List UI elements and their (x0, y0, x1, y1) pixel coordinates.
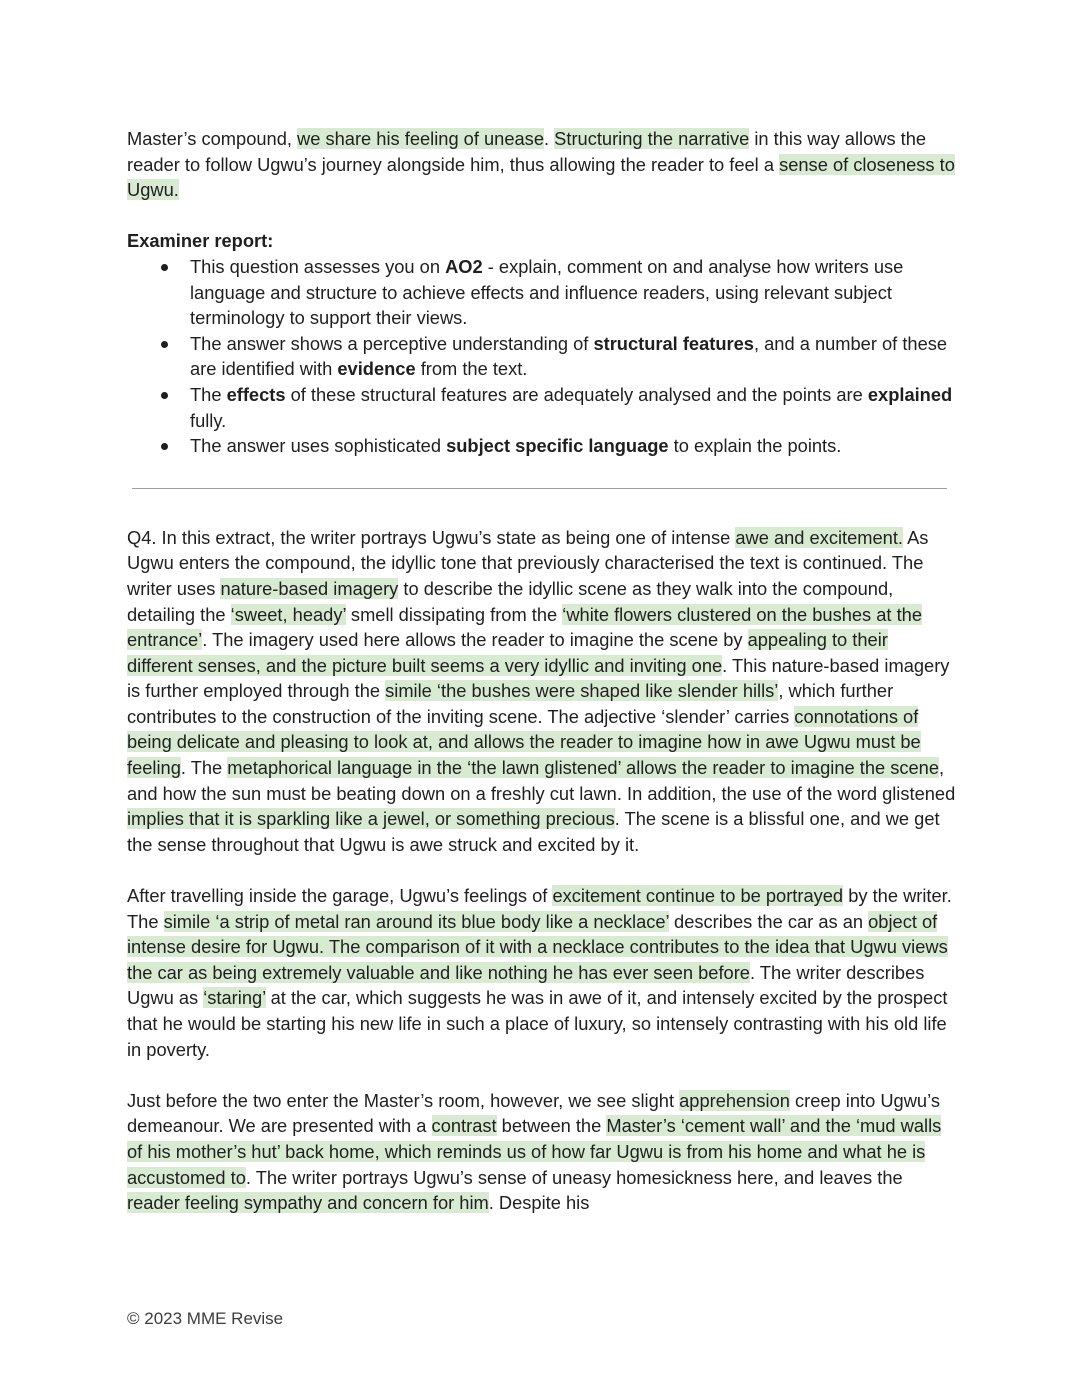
highlight: metaphorical language in the ‘the lawn glistened’ allows the reader to imagine the scene (227, 757, 940, 779)
text: at the car, which suggests he was in awe of it, and intensely excited by the prospect that he would be starting his new life in such a place of luxury, so intensely contrasting with his old life in poverty. (127, 987, 948, 1060)
text: Just before the two enter the Master’s room, however, we see slight (127, 1089, 680, 1111)
text: After travelling inside the garage, Ugwu’s feelings of (127, 885, 553, 907)
highlight: ‘sweet, heady’ (230, 603, 346, 625)
text: . The writer portrays Ugwu’s sense of uneasy homesickness here, and leaves the (245, 1166, 903, 1188)
text: The (190, 383, 227, 405)
keyword: effects (226, 383, 286, 405)
text: . The imagery used here allows the reader to imagine the scene by (202, 629, 748, 651)
text: Master’s compound, (127, 128, 298, 149)
text: of these structural features are adequately analysed and the points are (285, 383, 868, 405)
highlight: implies that it is sparkling like a jewel, or something precious (127, 808, 615, 830)
highlight: we share his feeling of unease (297, 128, 544, 149)
page-content (127, 126, 957, 1216)
keyword: evidence (337, 358, 416, 380)
report-bullet-3 (127, 382, 957, 433)
highlight: object of intense desire for Ugwu. The comparison of it with a necklace contributes to the idea that Ugwu views the car as being extremely valuable and like nothing he has ever seen before (127, 910, 948, 983)
text: . (544, 128, 555, 149)
text: , which further contributes to the construction of the inviting scene. The adjective ‘slender’ carries (127, 680, 894, 727)
highlight: simile ‘the bushes were shaped like slender hills’ (385, 680, 779, 702)
highlight: excitement continue to be portrayed (552, 885, 844, 907)
examiner-report-list (127, 254, 957, 459)
report-bullet-1 (127, 254, 957, 331)
text: . This nature-based imagery is further employed through the (127, 654, 950, 702)
highlight: contrast (431, 1115, 497, 1137)
text: As Ugwu enters the compound, the idyllic tone that previously characterised the text is continued. The writer uses (127, 526, 929, 599)
text: fully. (190, 409, 227, 431)
text: between the (496, 1115, 607, 1137)
q4-paragraph-2 (127, 883, 957, 1062)
highlight: sense of closeness to Ugwu. (127, 153, 955, 201)
highlight: apprehension (679, 1089, 790, 1111)
keyword: explained (867, 383, 953, 405)
text: . The (180, 757, 228, 779)
text: describes the car as an (668, 910, 869, 932)
highlight: Structuring the narrative (554, 128, 750, 149)
highlight: connotations of being delicate and pleasing to look at, and allows the reader to imagine how in awe Ugwu must be feeling (127, 705, 921, 779)
text: smell dissipating from the (345, 603, 563, 625)
text: , and a number of these are identified with (190, 332, 948, 380)
text: to describe the idyllic scene as they walk into the compound, detailing the (127, 577, 894, 625)
text: The answer shows a perceptive understanding of (190, 332, 594, 354)
keyword: structural features (593, 332, 754, 354)
examiner-report-title: Examiner report: (127, 230, 274, 252)
text: . Despite his (488, 1192, 590, 1214)
report-bullet-2 (127, 331, 957, 382)
text: The answer uses sophisticated (190, 435, 447, 457)
highlight: ‘staring’ (203, 987, 266, 1009)
text: . The scene is a blissful one, and we get the sense throughout that Ugwu is awe struck and excited by it. (127, 808, 940, 855)
keyword: AO2 (445, 255, 483, 277)
highlight: Master’s ‘cement wall’ and the ‘mud walls of his mother’s hut’ back home, which reminds us of how far Ugwu is from his home and what he is accustomed to (127, 1115, 942, 1188)
text: from the text. (415, 358, 528, 380)
highlight: reader feeling sympathy and concern for him (127, 1192, 489, 1214)
report-bullet-4 (127, 433, 957, 459)
q4-paragraph-1 (127, 525, 957, 858)
q4-paragraph-3 (127, 1088, 957, 1216)
text: . The writer describes Ugwu as (127, 961, 925, 1009)
text: Q4. In this extract, the writer portrays Ugwu’s state as being one of intense (127, 526, 736, 548)
intro-paragraph (127, 126, 957, 203)
text: - explain, comment on and analyse how writers use language and structure to achieve effects and influence readers, using relevant subject terminology to support their views. (190, 255, 904, 329)
keyword: subject specific language (446, 435, 669, 457)
text: creep into Ugwu’s demeanour. We are presented with a (127, 1089, 940, 1137)
highlight: ‘white flowers clustered on the bushes at the entrance’ (127, 603, 922, 651)
text: This question assesses you on (190, 255, 446, 277)
section-divider (132, 488, 947, 489)
highlight: appealing to their different senses, and the picture built seems a very idyllic and inviting one (127, 629, 888, 676)
text: in this way allows the reader to follow Ugwu’s journey alongside him, thus allowing the reader to feel a (127, 128, 927, 175)
text: to explain the points. (668, 435, 842, 457)
highlight: simile ‘a strip of metal ran around its blue body like a necklace’ (163, 910, 669, 932)
highlight: nature-based imagery (220, 577, 399, 599)
text: by the writer. The (127, 885, 952, 932)
text: , and how the sun must be beating down on a freshly cut lawn. In addition, the use of the word glistened (127, 757, 956, 804)
highlight: awe and excitement. (735, 526, 904, 548)
copyright-footer: © 2023 MME Revise (127, 1309, 284, 1328)
